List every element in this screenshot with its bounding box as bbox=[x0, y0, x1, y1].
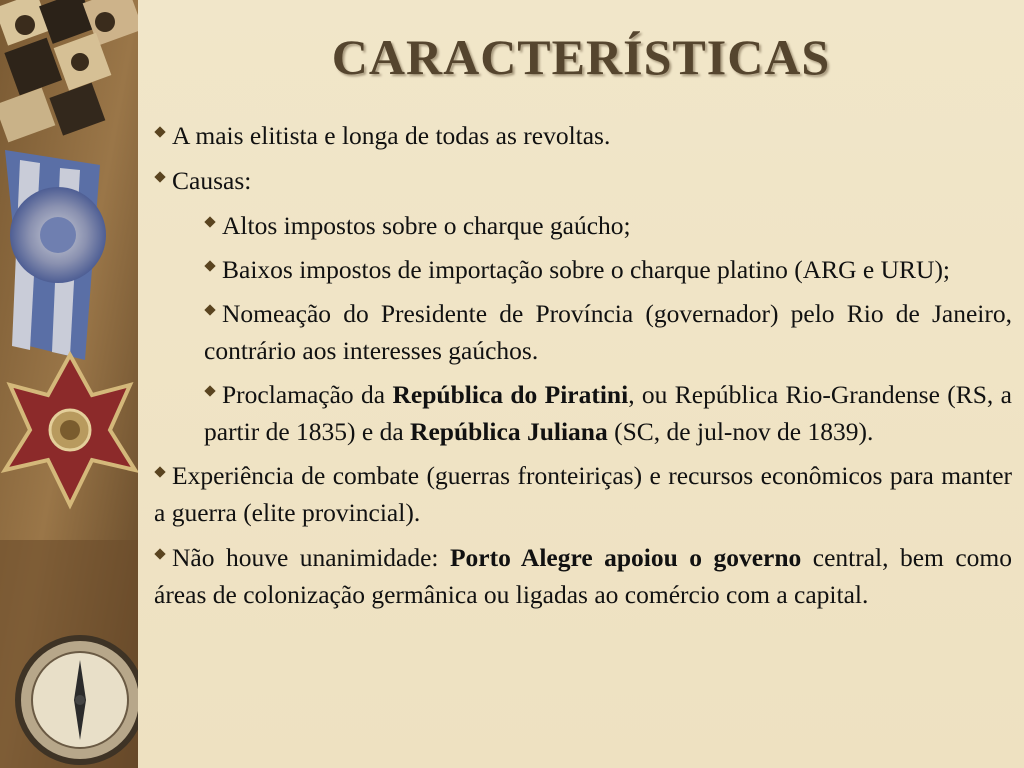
sub-bullet-item bbox=[204, 376, 1012, 450]
bullet-item bbox=[154, 457, 1012, 531]
sub-bullet-text: (SC, de jul-nov de 1839). bbox=[607, 417, 874, 446]
bullet-item bbox=[154, 162, 1012, 199]
sub-bullet-item bbox=[204, 295, 1012, 369]
diamond-bullet-icon bbox=[154, 127, 167, 140]
sub-bullet-text: Nomeação do Presidente de Província (governador) pelo Rio de Janeiro, contrário aos interesses gaúchos. bbox=[204, 299, 1012, 365]
diamond-bullet-icon bbox=[204, 386, 217, 399]
sub-bullet-item bbox=[204, 251, 1012, 288]
bullet-text: A mais elitista e longa de todas as revoltas. bbox=[172, 121, 611, 150]
sub-bullet-text: Baixos impostos de importação sobre o charque platino (ARG e URU); bbox=[222, 255, 951, 284]
slide-area bbox=[138, 0, 1024, 768]
bullet-item bbox=[154, 117, 1012, 154]
diamond-bullet-icon bbox=[204, 305, 217, 318]
bullet-item bbox=[154, 539, 1012, 613]
decorative-medal-image bbox=[0, 0, 138, 768]
bullet-list bbox=[154, 117, 1012, 621]
diamond-bullet-icon bbox=[204, 217, 217, 230]
slide-title: CARACTERÍSTICAS bbox=[331, 29, 831, 85]
bullet-text: Causas: bbox=[172, 166, 252, 195]
sub-bullet-text: Proclamação da bbox=[222, 380, 393, 409]
diamond-bullet-icon bbox=[154, 467, 167, 480]
sub-bullet-item bbox=[204, 207, 1012, 244]
diamond-bullet-icon bbox=[154, 172, 167, 185]
bold-text: República do Piratini bbox=[392, 380, 629, 409]
bullet-text: Não houve unanimidade: bbox=[172, 543, 450, 572]
diamond-bullet-icon bbox=[204, 261, 217, 274]
compass bbox=[18, 638, 138, 762]
sub-bullet-text: , ou República Rio-Grandense (RS, a partir de 1835) e da bbox=[204, 380, 1012, 446]
bold-text: República Juliana bbox=[410, 417, 608, 446]
bullet-text: Experiência de combate (guerras fronteiriças) e recursos econômicos para manter a guerra (elite provincial). bbox=[154, 461, 1012, 527]
diamond-bullet-icon bbox=[154, 549, 167, 562]
bullet-text: central, bem como áreas de colonização germânica ou ligadas ao comércio com a capital. bbox=[154, 543, 1012, 609]
bold-text: Porto Alegre apoiou o governo bbox=[449, 543, 802, 572]
sub-bullet-text: Altos impostos sobre o charque gaúcho; bbox=[222, 211, 631, 240]
